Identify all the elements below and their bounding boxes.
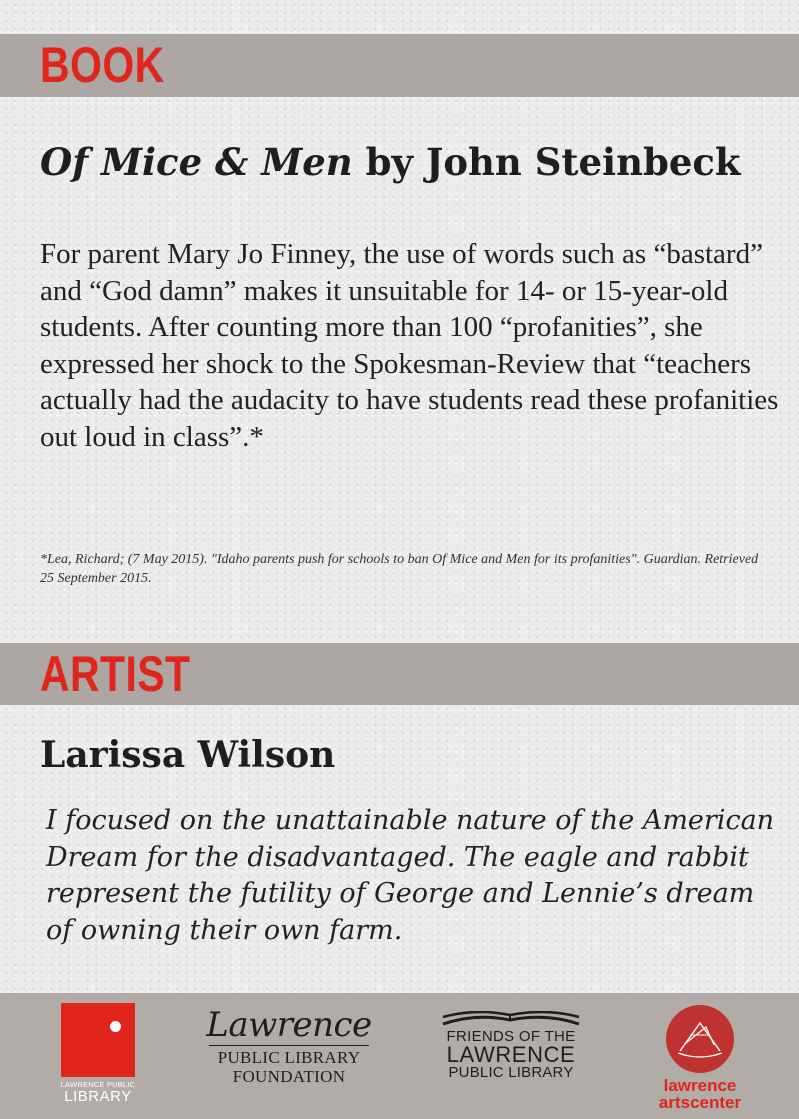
- artist-name: Larissa Wilson: [40, 734, 336, 776]
- friends-logo-line2: LAWRENCE: [446, 1042, 576, 1067]
- lplf-logo-line2: FOUNDATION: [232, 1067, 346, 1086]
- friends-of-library-logo: [437, 1011, 585, 1081]
- book-description: For parent Mary Jo Finney, the use of words such as “bastard” and “God damn” makes it unsuitable for 14- or 15-year-old students. After counting more than 100 “profanities”, she expressed her shock to the Spokesman-Review that “teachers actually had the audacity to have students read these profanities out loud in class”.*: [40, 238, 779, 453]
- book-section-header: [0, 34, 799, 97]
- lplf-logo-script: Lawrence: [206, 1005, 372, 1045]
- book-title-author: by John Steinbeck: [352, 140, 741, 184]
- lpl-logo-line1: LAWRENCE PUBLIC: [60, 1080, 136, 1089]
- artist-statement: I focused on the unattainable nature of the American Dream for the disadvantaged. The eagle and rabbit represent the futility of George and Lennie’s dream of owning their own farm.: [46, 805, 775, 946]
- citation: *Lea, Richard; (7 May 2015). "Idaho parents push for schools to ban Of Mice and Men for its profanities". Guardian. Retrieved 25 September 2015.: [40, 552, 759, 586]
- artist-section-label: ARTIST: [40, 646, 191, 702]
- book-title: [40, 140, 741, 184]
- friends-logo-line3: PUBLIC LIBRARY: [448, 1064, 574, 1081]
- sponsor-footer: [0, 993, 799, 1119]
- arts-center-emblem-icon: [666, 1005, 734, 1073]
- library-foundation-logo: [200, 1007, 378, 1086]
- arts-center-logo-line1: lawrence: [663, 1076, 737, 1095]
- lawrence-arts-center-logo: [640, 1005, 760, 1111]
- book-title-italic: Of Mice & Men: [40, 140, 353, 184]
- open-book-icon: [441, 1011, 581, 1027]
- lplf-divider: [209, 1045, 369, 1046]
- library-dot-icon: [110, 1021, 121, 1032]
- friends-logo-line1: FRIENDS OF THE: [446, 1028, 576, 1045]
- arts-center-logo-line2: artscenter: [658, 1093, 742, 1112]
- library-square-icon: [61, 1003, 135, 1077]
- lawrence-public-library-logo: [58, 1003, 138, 1105]
- lpl-logo-line2: LIBRARY: [64, 1088, 132, 1105]
- artist-section-header: [0, 643, 799, 705]
- lplf-logo-line1: PUBLIC LIBRARY: [217, 1048, 361, 1067]
- book-section-label: BOOK: [40, 37, 165, 93]
